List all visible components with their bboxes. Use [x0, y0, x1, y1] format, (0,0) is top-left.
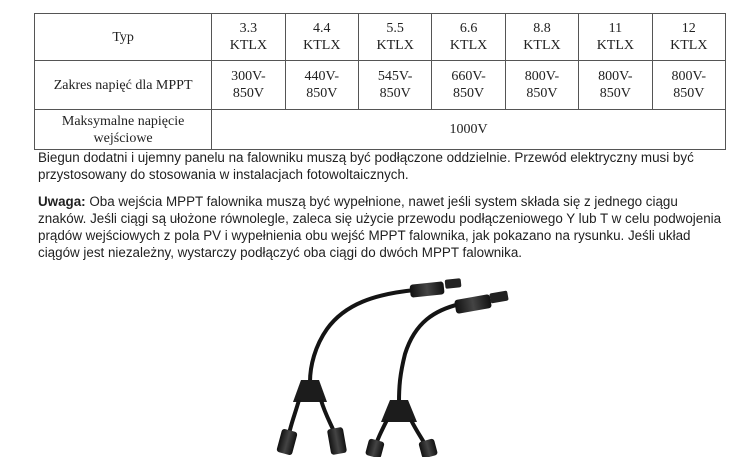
polarity-paragraph: Biegun dodatni i ujemny panelu na falowniku muszą być podłączone oddzielnie. Przewód elektryczny musi być przystosowany do stosowania w instalacjach fotowoltaicznych. [38, 150, 694, 182]
max-voltage-label-cell: Maksymalne napięcie wejściowe [35, 110, 212, 150]
max-voltage-value-cell: 1000V [212, 110, 726, 150]
table-row [35, 61, 726, 110]
warning-text: Oba wejścia MPPT falownika muszą być wypełnione, nawet jeśli system składa się z jednego ciągu znaków. Jeśli ciągi są ułożone równolegle, zaleca się użycie przewodu podłączeniowego Y lub T w celu podwojenia prądów wejściowych z pola PV i wypełnienia obu wejść MPPT falownika, jak pokazano na rysunku. Jeśli układ ciągów jest niezależny, wystarczy podłączyć oba ciągi do dwóch MPPT falownika. [38, 194, 722, 260]
table-row [35, 110, 726, 150]
mppt-range-cell: 800V- 850V [505, 61, 578, 110]
model-cell: 11 KTLX [579, 14, 652, 61]
table-row [35, 14, 726, 61]
model-cell: 3.3 KTLX [212, 14, 285, 61]
mppt-range-cell: 440V- 850V [285, 61, 358, 110]
model-cell: 5.5 KTLX [358, 14, 431, 61]
y-branch-cable-photo-icon [255, 274, 515, 457]
mppt-range-cell: 545V- 850V [358, 61, 431, 110]
model-cell: 6.6 KTLX [432, 14, 505, 61]
model-cell: 4.4 KTLX [285, 14, 358, 61]
mppt-range-cell: 300V- 850V [212, 61, 285, 110]
warning-label: Uwaga: [38, 194, 86, 209]
type-header-cell: Typ [35, 14, 212, 61]
mppt-range-cell: 660V- 850V [432, 61, 505, 110]
mppt-range-cell: 800V- 850V [579, 61, 652, 110]
mppt-label-cell: Zakres napięć dla MPPT [35, 61, 212, 110]
model-cell: 8.8 KTLX [505, 14, 578, 61]
warning-paragraph [38, 193, 728, 261]
mppt-range-cell: 800V- 850V [652, 61, 725, 110]
inverter-spec-table [34, 13, 726, 150]
model-cell: 12 KTLX [652, 14, 725, 61]
